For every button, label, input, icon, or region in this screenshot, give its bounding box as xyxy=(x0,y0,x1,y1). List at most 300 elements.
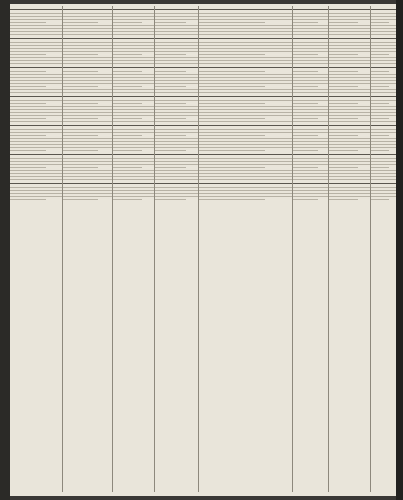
text-line xyxy=(329,100,371,101)
text-line xyxy=(10,31,62,32)
text-line xyxy=(155,125,199,126)
text-line xyxy=(371,196,396,197)
text-line xyxy=(329,173,371,174)
text-line xyxy=(10,167,46,168)
text-line xyxy=(329,109,371,110)
text-line xyxy=(329,89,371,90)
text-line xyxy=(293,96,329,97)
text-line xyxy=(199,71,265,72)
text-line xyxy=(63,176,113,177)
text-line xyxy=(293,164,329,165)
text-line xyxy=(63,67,113,68)
text-line xyxy=(155,51,199,52)
text-line xyxy=(199,57,293,58)
text-line xyxy=(371,187,396,188)
text-line xyxy=(371,112,396,113)
text-line xyxy=(10,147,62,148)
text-line xyxy=(63,173,113,174)
text-line xyxy=(155,16,199,17)
text-line xyxy=(199,92,293,93)
text-line xyxy=(113,135,142,136)
text-line xyxy=(10,80,62,81)
text-line xyxy=(155,183,199,184)
text-line xyxy=(10,77,62,78)
text-line xyxy=(371,54,389,55)
text-line xyxy=(293,92,329,93)
text-line xyxy=(155,164,199,165)
column-2 xyxy=(62,6,113,492)
text-line xyxy=(10,196,62,197)
text-line xyxy=(199,80,293,81)
text-line xyxy=(63,190,113,191)
text-line xyxy=(10,63,62,64)
text-line xyxy=(199,190,293,191)
text-line xyxy=(371,144,396,145)
text-line xyxy=(63,22,98,23)
text-line xyxy=(155,38,199,39)
text-line xyxy=(293,48,329,49)
text-line xyxy=(293,103,318,104)
text-line xyxy=(63,112,113,113)
text-line xyxy=(329,16,371,17)
text-line xyxy=(329,187,371,188)
text-line xyxy=(371,71,389,72)
text-line xyxy=(155,19,199,20)
newspaper-page xyxy=(10,4,396,496)
text-line xyxy=(10,183,62,184)
text-line xyxy=(371,158,396,159)
text-line xyxy=(63,54,98,55)
text-line xyxy=(371,150,389,151)
text-line xyxy=(329,19,371,20)
text-line xyxy=(113,161,155,162)
text-line xyxy=(10,135,46,136)
text-line xyxy=(113,38,155,39)
text-line xyxy=(329,74,371,75)
text-line xyxy=(293,83,329,84)
text-line xyxy=(155,176,199,177)
text-line xyxy=(199,118,265,119)
text-line xyxy=(10,187,62,188)
text-line xyxy=(155,173,199,174)
text-line xyxy=(329,103,358,104)
text-line xyxy=(10,170,62,171)
text-line xyxy=(371,19,396,20)
text-line xyxy=(293,138,329,139)
text-line xyxy=(329,199,358,200)
text-line xyxy=(63,25,113,26)
text-line xyxy=(63,115,113,116)
text-line xyxy=(199,173,293,174)
text-line xyxy=(199,158,293,159)
text-line xyxy=(329,176,371,177)
text-line xyxy=(63,86,98,87)
text-line xyxy=(10,115,62,116)
text-line xyxy=(10,199,46,200)
text-line xyxy=(113,19,155,20)
text-line xyxy=(10,71,46,72)
text-line xyxy=(199,67,293,68)
text-line xyxy=(63,121,113,122)
text-line xyxy=(10,150,46,151)
text-line xyxy=(63,141,113,142)
text-line xyxy=(10,45,62,46)
text-line xyxy=(10,132,62,133)
text-line xyxy=(10,103,46,104)
text-line xyxy=(63,31,113,32)
text-line xyxy=(329,193,371,194)
text-line xyxy=(371,183,396,184)
text-line xyxy=(10,28,62,29)
text-line xyxy=(293,22,318,23)
text-line xyxy=(113,187,155,188)
text-line xyxy=(155,190,199,191)
column-6 xyxy=(292,6,329,492)
text-line xyxy=(113,190,155,191)
text-line xyxy=(155,150,186,151)
text-line xyxy=(371,109,396,110)
text-line xyxy=(371,193,396,194)
text-line xyxy=(63,154,113,155)
text-line xyxy=(371,57,396,58)
text-line xyxy=(329,48,371,49)
text-line xyxy=(63,161,113,162)
text-line xyxy=(199,112,293,113)
column-1 xyxy=(10,6,62,492)
text-line xyxy=(293,63,329,64)
text-line xyxy=(199,34,293,35)
text-line xyxy=(199,9,293,10)
text-line xyxy=(113,121,155,122)
text-line xyxy=(371,106,396,107)
text-line xyxy=(113,132,155,133)
text-line xyxy=(63,170,113,171)
text-line xyxy=(371,96,396,97)
text-line xyxy=(371,141,396,142)
text-line xyxy=(155,196,199,197)
text-line xyxy=(10,86,46,87)
text-line xyxy=(199,74,293,75)
text-line xyxy=(155,112,199,113)
text-line xyxy=(63,13,113,14)
text-line xyxy=(371,16,396,17)
text-line xyxy=(155,13,199,14)
text-line xyxy=(113,34,155,35)
text-line xyxy=(155,103,186,104)
text-line xyxy=(63,193,113,194)
text-line xyxy=(329,154,371,155)
text-line xyxy=(371,42,396,43)
text-line xyxy=(199,167,265,168)
text-line xyxy=(155,199,186,200)
text-line xyxy=(371,34,396,35)
text-line xyxy=(199,25,293,26)
text-line xyxy=(329,129,371,130)
text-line xyxy=(199,19,293,20)
text-line xyxy=(371,190,396,191)
text-line xyxy=(113,164,155,165)
text-line xyxy=(329,183,371,184)
text-line xyxy=(199,179,293,180)
text-line xyxy=(371,121,396,122)
text-line xyxy=(155,74,199,75)
text-line xyxy=(329,164,371,165)
text-line xyxy=(329,34,371,35)
text-line xyxy=(293,13,329,14)
text-line xyxy=(329,54,358,55)
text-line xyxy=(10,38,62,39)
text-line xyxy=(155,80,199,81)
text-line xyxy=(113,183,155,184)
text-line xyxy=(10,19,62,20)
text-line xyxy=(113,51,155,52)
text-line xyxy=(113,86,142,87)
text-line xyxy=(155,129,199,130)
text-line xyxy=(293,77,329,78)
text-line xyxy=(329,51,371,52)
text-line xyxy=(155,135,186,136)
text-line xyxy=(10,67,62,68)
text-line xyxy=(10,83,62,84)
text-line xyxy=(371,129,396,130)
text-line xyxy=(63,80,113,81)
text-line xyxy=(199,154,293,155)
text-line xyxy=(293,89,329,90)
text-line xyxy=(155,28,199,29)
text-line xyxy=(371,100,396,101)
text-line xyxy=(371,25,396,26)
text-line xyxy=(63,199,98,200)
text-line xyxy=(199,161,293,162)
text-line xyxy=(113,112,155,113)
text-line xyxy=(63,60,113,61)
text-line xyxy=(293,45,329,46)
text-line xyxy=(293,121,329,122)
text-line xyxy=(155,121,199,122)
text-line xyxy=(199,60,293,61)
text-line xyxy=(10,154,62,155)
text-line xyxy=(63,147,113,148)
text-line xyxy=(63,106,113,107)
text-line xyxy=(293,25,329,26)
column-7 xyxy=(328,6,371,492)
text-line xyxy=(329,22,358,23)
text-line xyxy=(371,67,396,68)
text-line xyxy=(155,138,199,139)
column-8 xyxy=(370,6,396,492)
text-line xyxy=(293,158,329,159)
text-line xyxy=(199,125,293,126)
text-line xyxy=(113,48,155,49)
text-line xyxy=(371,179,396,180)
text-line xyxy=(10,9,62,10)
text-line xyxy=(155,48,199,49)
text-line xyxy=(329,96,371,97)
text-line xyxy=(293,42,329,43)
text-line xyxy=(113,71,142,72)
text-line xyxy=(63,83,113,84)
text-line xyxy=(10,164,62,165)
text-line xyxy=(371,86,389,87)
text-line xyxy=(329,83,371,84)
text-line xyxy=(155,193,199,194)
text-line xyxy=(10,109,62,110)
text-line xyxy=(10,51,62,52)
text-line xyxy=(155,54,186,55)
text-line xyxy=(199,83,293,84)
text-line xyxy=(63,38,113,39)
text-line xyxy=(113,115,155,116)
text-line xyxy=(113,57,155,58)
text-line xyxy=(329,147,371,148)
text-line xyxy=(371,74,396,75)
text-line xyxy=(199,106,293,107)
text-line xyxy=(293,16,329,17)
text-line xyxy=(10,190,62,191)
text-line xyxy=(199,77,293,78)
text-line xyxy=(329,135,358,136)
text-line xyxy=(371,77,396,78)
text-line xyxy=(293,183,329,184)
text-line xyxy=(293,57,329,58)
text-line xyxy=(371,83,396,84)
text-line xyxy=(63,125,113,126)
text-line xyxy=(63,19,113,20)
text-line xyxy=(199,129,293,130)
text-line xyxy=(113,89,155,90)
text-line xyxy=(199,42,293,43)
text-line xyxy=(10,92,62,93)
text-line xyxy=(10,22,46,23)
text-line xyxy=(155,167,186,168)
text-line xyxy=(293,100,329,101)
text-line xyxy=(113,74,155,75)
text-line xyxy=(113,25,155,26)
text-line xyxy=(10,57,62,58)
text-line xyxy=(329,13,371,14)
text-line xyxy=(113,150,142,151)
text-line xyxy=(293,112,329,113)
text-line xyxy=(155,71,186,72)
text-line xyxy=(329,106,371,107)
text-line xyxy=(63,77,113,78)
text-line xyxy=(329,60,371,61)
text-line xyxy=(199,138,293,139)
text-line xyxy=(63,42,113,43)
text-line xyxy=(113,147,155,148)
text-line xyxy=(293,176,329,177)
text-line xyxy=(293,170,329,171)
text-line xyxy=(113,42,155,43)
text-line xyxy=(371,154,396,155)
text-line xyxy=(63,57,113,58)
text-line xyxy=(293,51,329,52)
text-line xyxy=(63,9,113,10)
text-line xyxy=(10,100,62,101)
text-line xyxy=(10,144,62,145)
text-line xyxy=(293,60,329,61)
text-line xyxy=(155,100,199,101)
text-line xyxy=(155,179,199,180)
text-line xyxy=(199,150,265,151)
text-line xyxy=(329,190,371,191)
text-line xyxy=(371,28,396,29)
text-line xyxy=(371,164,396,165)
text-line xyxy=(10,173,62,174)
text-line xyxy=(155,83,199,84)
text-line xyxy=(63,92,113,93)
text-line xyxy=(371,161,396,162)
text-line xyxy=(63,34,113,35)
text-line xyxy=(10,25,62,26)
text-line xyxy=(293,106,329,107)
text-line xyxy=(371,125,396,126)
text-line xyxy=(329,38,371,39)
text-line xyxy=(10,54,46,55)
text-line xyxy=(293,31,329,32)
text-line xyxy=(113,154,155,155)
text-line xyxy=(10,179,62,180)
text-line xyxy=(293,125,329,126)
text-line xyxy=(199,54,265,55)
text-line xyxy=(10,48,62,49)
text-line xyxy=(199,89,293,90)
text-line xyxy=(113,9,155,10)
text-line xyxy=(10,89,62,90)
text-line xyxy=(155,141,199,142)
text-line xyxy=(113,77,155,78)
text-line xyxy=(293,80,329,81)
text-line xyxy=(293,167,318,168)
text-line xyxy=(63,138,113,139)
text-line xyxy=(371,103,389,104)
text-line xyxy=(113,158,155,159)
text-line xyxy=(199,16,293,17)
text-line xyxy=(113,199,142,200)
text-line xyxy=(63,150,98,151)
text-line xyxy=(371,135,389,136)
text-line xyxy=(155,9,199,10)
text-line xyxy=(113,96,155,97)
text-line xyxy=(199,45,293,46)
text-line xyxy=(113,141,155,142)
text-line xyxy=(63,183,113,184)
text-line xyxy=(63,48,113,49)
text-line xyxy=(199,193,293,194)
text-line xyxy=(113,63,155,64)
text-line xyxy=(113,170,155,171)
text-line xyxy=(63,63,113,64)
text-line xyxy=(10,129,62,130)
text-line xyxy=(155,158,199,159)
text-line xyxy=(63,179,113,180)
text-line xyxy=(113,22,142,23)
text-line xyxy=(155,96,199,97)
text-line xyxy=(371,173,396,174)
text-line xyxy=(199,147,293,148)
text-line xyxy=(113,31,155,32)
text-line xyxy=(293,132,329,133)
text-line xyxy=(293,196,329,197)
text-line xyxy=(199,38,293,39)
text-line xyxy=(113,196,155,197)
text-line xyxy=(155,57,199,58)
text-line xyxy=(113,129,155,130)
text-line xyxy=(199,196,293,197)
text-line xyxy=(10,138,62,139)
text-line xyxy=(371,22,389,23)
text-line xyxy=(63,103,98,104)
